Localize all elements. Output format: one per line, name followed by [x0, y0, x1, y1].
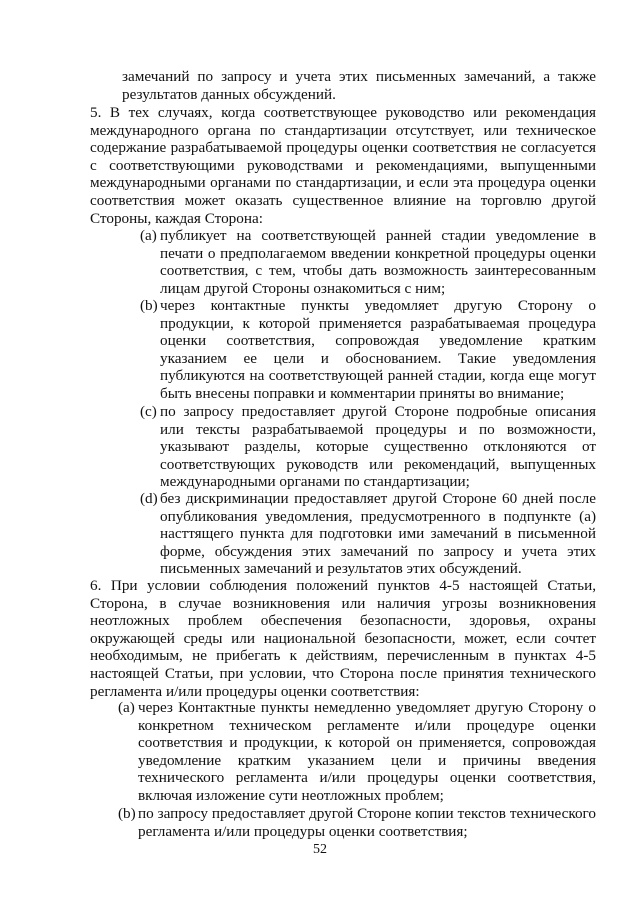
para5-item-a — [140, 227, 596, 297]
top-continuation-text: замечаний по запросу и учета этих письменных замечаний, а также результатов данных обсуждений. — [122, 68, 596, 103]
para6-item-a — [118, 699, 596, 805]
item-text: через Контактные пункты немедленно уведомляет другую Сторону о конкретном техническом регламенте и/или процедуре оценки соответствия и продукции, к которой он применяется, сопровождая уведомление кратким указанием цели и причины введения технического регламента и/или процедуры оценки соответствия, включая изложение сути неотложных проблем; — [138, 699, 596, 804]
item-text: по запросу предоставляет другой Стороне копии текстов технического регламента и/или процедуры оценки соответствия; — [138, 805, 596, 840]
para5-item-b — [140, 297, 596, 403]
item-label: (d) — [140, 490, 158, 507]
para5-item-d — [140, 490, 596, 578]
item-label: (b) — [118, 805, 136, 822]
item-text: без дискриминации предоставляет другой Стороне 60 дней после опубликования уведомления, предусмотренного в подпункте (a) насттящего пункта для подготовки ими замечаний в письменной форме, обсуждения этих замечаний по запросу и учета этих письменных замечаний и результатов этих обсуждений. — [160, 490, 596, 578]
page-number: 52 — [313, 842, 327, 857]
item-text: через контактные пункты уведомляет другую Сторону о продукции, к которой применяется разрабатываемая процедура оценки соответствия, сопровождая уведомление кратким указанием ее цели и обоснованием. Такие уведомления публикуются на соответствующей ранней стадии, когда еще могут быть внесены поправки и комментарии приняты во внимание; — [160, 297, 596, 402]
item-text: по запросу предоставляет другой Стороне подробные описания или тексты разрабатываемой процедуры и по возможности, указывают разделы, которые существенно отклоняются от соответствующих руководств или рекомендаций, выпущенных международными органами по стандартизации; — [160, 403, 596, 491]
para5-item-c — [140, 403, 596, 491]
paragraph-6-intro: 6. При условии соблюдения положений пунктов 4-5 настоящей Статьи, Сторона, в случае возникновения или наличия угрозы возникновения неотложных проблем обеспечения безопасности, здоровья, охраны окружающей среды или национальной безопасности, может, если сочтет необходимым, не прибегать к действиям, перечисленным в пунктах 4-5 настоящей Статьи, при условии, что Сторона после принятия технического регламента и/или процедуры оценки соответствия: — [90, 577, 596, 700]
para6-item-b — [118, 805, 596, 840]
item-label: (c) — [140, 403, 157, 420]
paragraph-5-intro: 5. В тех случаях, когда соответствующее руководство или рекомендация международного органа по стандартизации отсутствует, или техническое содержание разрабатываемой процедуры оценки соответствия не согласуется с соответствующими руководствами и рекомендациями, выпущенными международными органами по стандартизации, и если эта процедура оценки соответствия может оказать существенное влияние на торговлю другой Стороны, каждая Сторона: — [90, 104, 596, 227]
item-label: (a) — [118, 699, 135, 716]
item-text: публикует на соответствующей ранней стадии уведомление в печати о предполагаемом введении конкретной процедуры оценки соответствия, с тем, чтобы дать возможность заинтересованным лицам другой Стороны ознакомиться с ним; — [160, 227, 596, 297]
item-label: (b) — [140, 297, 158, 314]
item-label: (a) — [140, 227, 157, 244]
